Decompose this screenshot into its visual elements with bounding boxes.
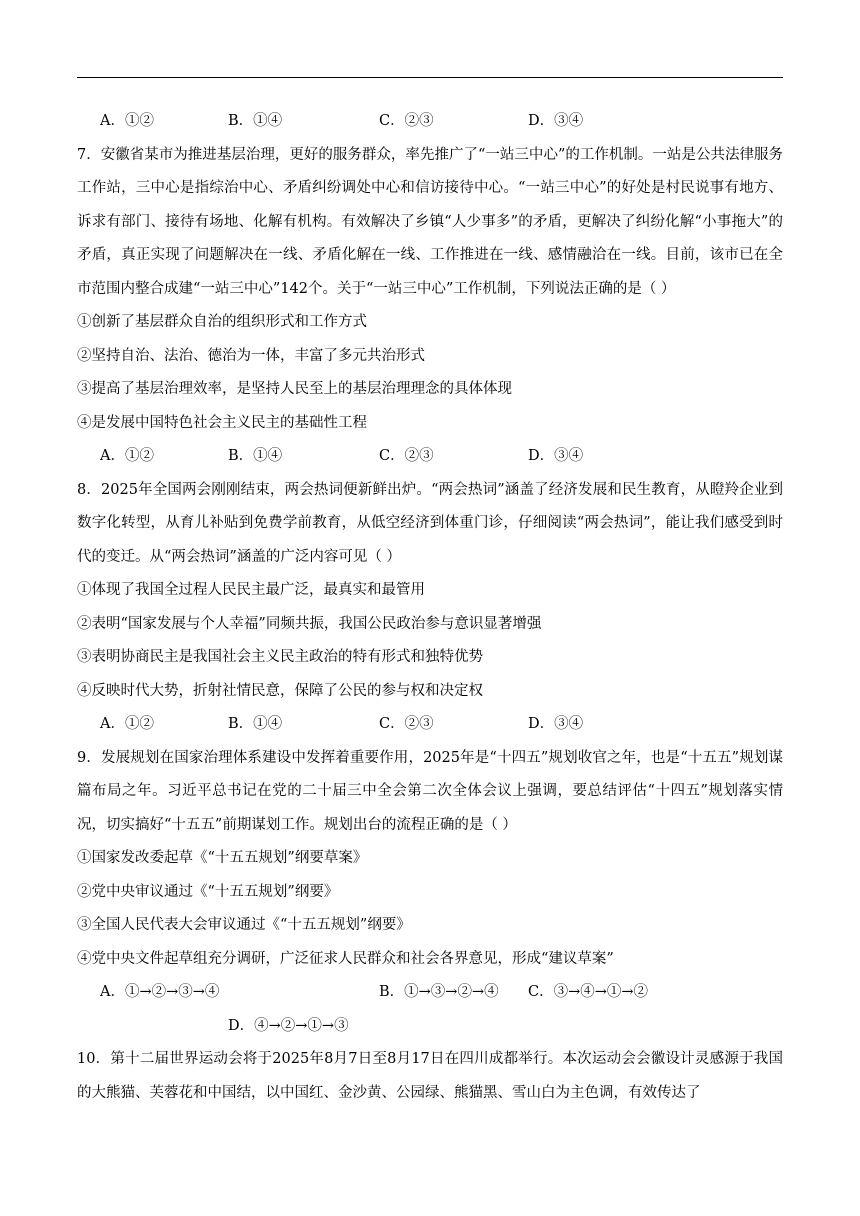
q6-option-a: A．①② [100, 113, 154, 129]
q7-option-b: B．①④ [228, 448, 283, 464]
q10-stem: 10．第十二届世界运动会将于2025年8月7日至8月17日在四川成都举行。本次运动会会徽设计灵感源于我国的大熊猫、芙蓉花和中国结，以中国红、金沙黄、公园绿、熊猫黑、雪山白为主色调，有效传达了 [77, 1051, 783, 1101]
q7-item-1: ①创新了基层群众自治的组织形式和工作方式 [77, 314, 367, 330]
q8-stem: 8．2025年全国两会刚刚结束，两会热词便新鲜出炉。“两会热词”涵盖了经济发展和民生教育，从瞪羚企业到数字化转型，从育儿补贴到免费学前教育，从低空经济到体重门诊，仔细阅读“两会热词”，能让我们感受到时代的变迁。从“两会热词”涵盖的广泛内容可见（ ） [77, 481, 783, 565]
q9-item-4: ④党中央文件起草组充分调研，广泛征求人民群众和社会各界意见，形成“建议草案” [77, 950, 614, 967]
q8-item-2: ②表明“国家发展与个人幸福”同频共振，我国公民政治参与意识显著增强 [77, 615, 542, 632]
q9-option-d: D．④→②→①→③ [228, 1017, 349, 1034]
header-rule [77, 77, 783, 78]
q7-item-4: ④是发展中国特色社会主义民主的基础性工程 [77, 414, 367, 431]
document-body [77, 105, 783, 1110]
q8-item-4: ④反映时代大势，折射社情民意，保障了公民的参与权和决定权 [77, 682, 483, 699]
q7-item-2: ②坚持自治、法治、德治为一体，丰富了多元共治形式 [77, 347, 425, 364]
q7-option-d: D．③④ [528, 448, 584, 464]
q8-option-c: C．②③ [379, 716, 434, 732]
q8-item-1: ①体现了我国全过程人民民主最广泛，最真实和最管用 [77, 582, 425, 598]
q9-item-3: ③全国人民代表大会审议通过《“十五五规划”纲要》 [77, 917, 411, 933]
q9-option-c: C．③→④→①→② [528, 984, 649, 1000]
q9-options-row-1 [77, 976, 783, 1010]
q9-item-2: ②党中央审议通过《“十五五规划”纲要》 [77, 883, 339, 900]
q8-options [77, 708, 783, 742]
q7-options [77, 440, 783, 474]
q9-options-row-2 [77, 1010, 783, 1044]
q9-stem: 9．发展规划在国家治理体系建设中发挥着重要作用，2025年是“十四五”规划收官之年，也是“十五五”规划谋篇布局之年。习近平总书记在党的二十届三中全会第二次全体会议上强调，要总结评估“十四五”规划落实情况，切实搞好“十五五”前期谋划工作。规划出台的流程正确的是（ ） [77, 749, 783, 833]
q7-item-3: ③提高了基层治理效率，是坚持人民至上的基层治理理念的具体体现 [77, 381, 512, 397]
q6-options [77, 105, 783, 139]
q8-option-b: B．①④ [228, 716, 283, 732]
q9-item-1: ①国家发改委起草《“十五五规划”纲要草案》 [77, 850, 368, 866]
q8-item-3: ③表明协商民主是我国社会主义民主政治的特有形式和独特优势 [77, 649, 483, 665]
q8-option-a: A．①② [100, 716, 154, 732]
q6-option-d: D．③④ [528, 113, 584, 129]
q7-option-c: C．②③ [379, 448, 434, 464]
q6-option-b: B．①④ [228, 113, 283, 129]
q6-option-c: C．②③ [379, 113, 434, 129]
q9-option-b: B．①→③→②→④ [379, 984, 499, 1000]
q7-stem: 7．安徽省某市为推进基层治理，更好的服务群众，率先推广了“一站三中心”的工作机制。一站是公共法律服务工作站，三中心是指综治中心、矛盾纠纷调处中心和信访接待中心。“一站三中心”的好处是村民说事有地方、诉求有部门、接待有场地、化解有机构。有效解决了乡镇“人少事多”的矛盾，更解决了纠纷化解“小事拖大”的矛盾，真正实现了问题解决在一线、矛盾化解在一线、工作推进在一线、感情融洽在一线。目前，该市已在全市范围内整合成建“一站三中心”142个。关于“一站三中心”工作机制，下列说法正确的是（ ） [77, 146, 783, 297]
q9-option-a: A．①→②→③→④ [100, 984, 220, 1000]
q8-option-d: D．③④ [528, 716, 584, 732]
q7-option-a: A．①② [100, 448, 154, 464]
